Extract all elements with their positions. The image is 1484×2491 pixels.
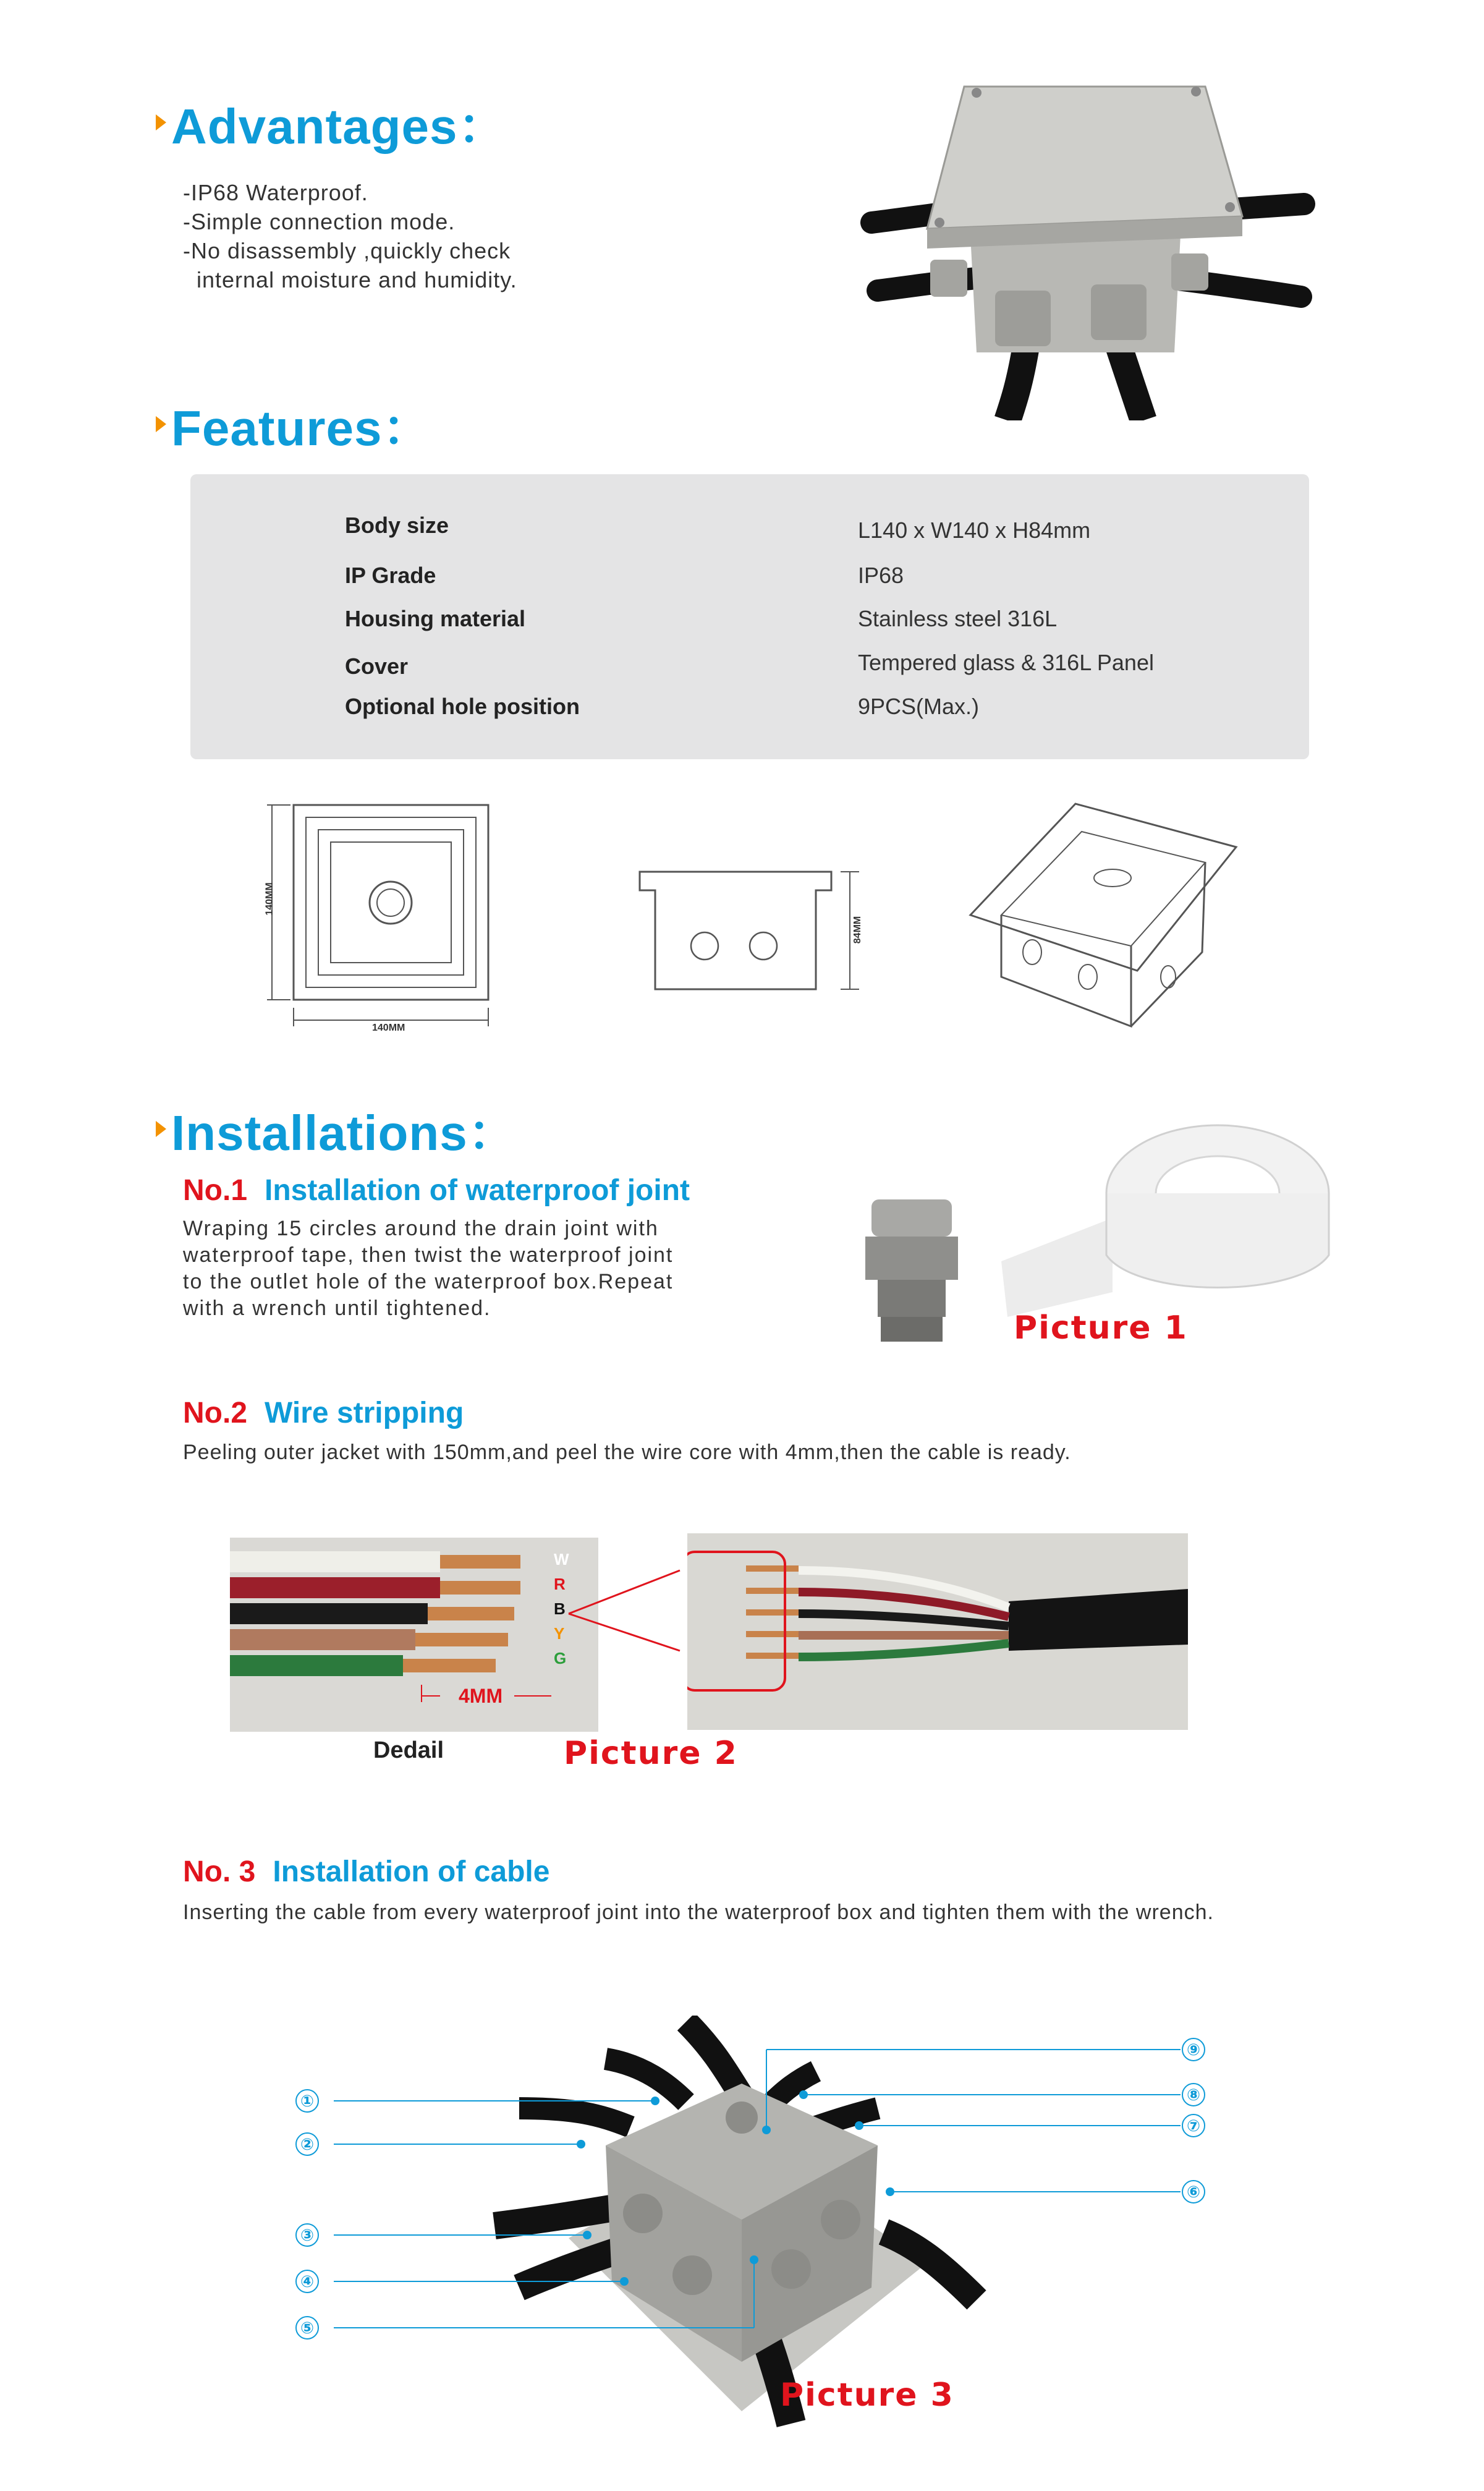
- step1-line: to the outlet hole of the waterproof box.Repeat: [183, 1270, 674, 1293]
- picture1-label: Picture 1: [1014, 1309, 1188, 1347]
- dimension-width-label: 140MM: [372, 1023, 405, 1033]
- callout-7: ⑦: [1182, 2114, 1205, 2137]
- feature-value: Stainless steel 316L: [858, 606, 1058, 631]
- callout-1: ①: [295, 2089, 319, 2113]
- step2-number: No.2: [183, 1397, 248, 1429]
- wire-letter-g: G: [554, 1649, 567, 1667]
- measure-label: 4MM: [459, 1685, 503, 1707]
- step3-number: No. 3: [183, 1855, 256, 1888]
- feature-value: Tempered glass & 316L Panel: [858, 650, 1154, 675]
- isometric-view-drawing: [964, 791, 1242, 1039]
- callout-lines: [334, 2040, 1187, 2387]
- features-table: [190, 474, 1309, 759]
- picture3-label: Picture 3: [780, 2377, 954, 2414]
- step1-heading: [183, 1173, 690, 1207]
- step1-title: Installation of waterproof joint: [265, 1174, 690, 1207]
- feature-value: IP68: [858, 563, 904, 588]
- installations-title: Installations：: [171, 1105, 518, 1160]
- advantages-title: Advantages：: [171, 99, 508, 154]
- feature-label: Optional hole position: [345, 694, 580, 719]
- advantage-item: -Simple connection mode.: [183, 209, 456, 234]
- wire-detail-photo: [230, 1538, 598, 1732]
- wire-letter-w: W: [554, 1550, 569, 1569]
- callout-5: ⑤: [295, 2316, 319, 2340]
- callout-8: ⑧: [1182, 2083, 1205, 2106]
- step1-line: waterproof tape, then twist the waterproof joint: [183, 1243, 674, 1267]
- feature-value: 9PCS(Max.): [858, 694, 980, 719]
- feature-label: Housing material: [345, 606, 526, 631]
- feature-label: IP Grade: [345, 563, 436, 588]
- features-title: Features：: [171, 401, 433, 456]
- stripped-cable-photo: [687, 1533, 1188, 1730]
- step2-description: Peeling outer jacket with 150mm,and peel the wire core with 4mm,then the cable is ready.: [183, 1441, 1071, 1464]
- callout-9: ⑨: [1182, 2038, 1205, 2061]
- features-heading: [156, 388, 432, 459]
- section-arrow-icon: [156, 416, 166, 432]
- step1-line: Wraping 15 circles around the drain joint with: [183, 1217, 659, 1240]
- installations-heading: [156, 1093, 518, 1164]
- step3-title: Installation of cable: [273, 1855, 550, 1888]
- advantages-heading: [156, 87, 507, 158]
- step2-heading: [183, 1396, 464, 1430]
- callout-3: ③: [295, 2223, 319, 2247]
- detail-label: Dedail: [373, 1737, 444, 1763]
- picture2-label: Picture 2: [564, 1735, 738, 1772]
- side-view-drawing: [637, 866, 871, 1002]
- junction-box-photo: [859, 74, 1323, 420]
- feature-label: Body size: [345, 513, 449, 538]
- step3-description: Inserting the cable from every waterproof joint into the waterproof box and tighten them with the wrench.: [183, 1901, 1214, 1924]
- callout-4: ④: [295, 2270, 319, 2293]
- step1-line: with a wrench until tightened.: [183, 1297, 491, 1320]
- advantages-list: [183, 178, 517, 294]
- callout-6: ⑥: [1182, 2180, 1205, 2204]
- wire-letter-r: R: [554, 1575, 566, 1593]
- step2-title: Wire stripping: [265, 1397, 464, 1429]
- wire-letter-y: Y: [554, 1624, 565, 1643]
- step1-description: [183, 1216, 673, 1322]
- feature-value: L140 x W140 x H84mm: [858, 517, 1091, 543]
- section-arrow-icon: [156, 114, 166, 130]
- step3-heading: [183, 1855, 549, 1889]
- wire-letter-b: B: [554, 1599, 566, 1618]
- step1-number: No.1: [183, 1174, 248, 1207]
- advantage-item: -IP68 Waterproof.: [183, 180, 368, 205]
- dimension-height-label: 140MM: [264, 882, 275, 916]
- callout-2: ②: [295, 2132, 319, 2156]
- advantage-item: -No disassembly ,quickly check: [183, 238, 511, 263]
- feature-label: Cover: [345, 654, 409, 679]
- top-view-drawing: [253, 798, 513, 1039]
- dimension-depth-label: 84MM: [852, 916, 863, 944]
- advantage-item: internal moisture and humidity.: [183, 267, 517, 292]
- section-arrow-icon: [156, 1121, 166, 1137]
